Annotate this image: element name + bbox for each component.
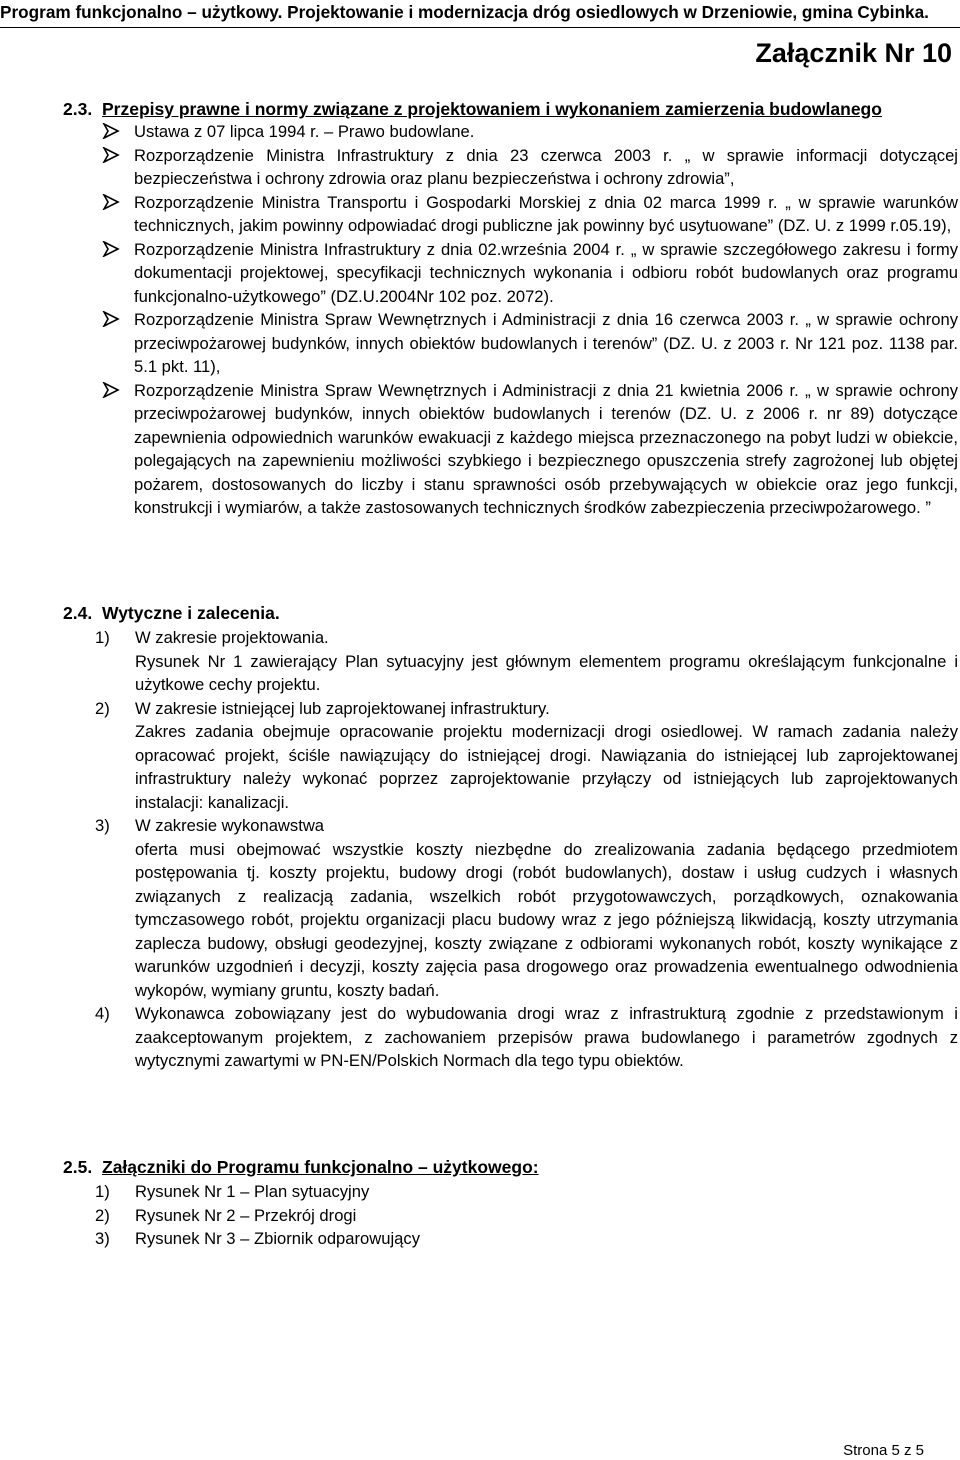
list-item-text: Rozporządzenie Ministra Spraw Wewnętrznych i Administracji z dnia 21 kwietnia 2006 r. „ w sprawie ochrony przeciwpożarowej budynków, innych obiektów budowlanych i terenów (DZ. U. z 2006 r. nr 89) dotyczące zapewnienia odpowiednich warunków ewakuacji z każdego miejsca przeznaczonego na pobyt ludzi w obiekcie, polegających na zapewnieniu możliwości szybkiego i bezpiecznego opuszczenia strefy zagrożonej lub objętej pożarem, dostosowanych do liczby i stanu sprawności osób przebywających w obiekcie oraz jego funkcji, konstrukcji i wymiarów, a także zastosowanych technicznych środków zabezpieczenia przeciwpożarowego. ” xyxy=(134,380,958,517)
list-item xyxy=(95,814,958,1002)
section-number: 2.4. xyxy=(63,603,93,623)
list-item-text: Rozporządzenie Ministra Infrastruktury z dnia 02.września 2004 r. „ w sprawie szczegółowego zakresu i formy dokumentacji projektowej, specyfikacji technicznych wykonania i odbioru robót budowlanych oraz programu funkcjonalno-użytkowego” (DZ.U.2004Nr 102 poz. 2072). xyxy=(134,239,958,306)
attachments-list xyxy=(95,1180,958,1251)
attachment-text: Rysunek Nr 1 – Plan sytuacyjny xyxy=(135,1182,370,1201)
item-number: 3) xyxy=(95,1229,110,1248)
section-number: 2.5. xyxy=(63,1157,93,1177)
list-item-text: Ustawa z 07 lipca 1994 r. – Prawo budowlane. xyxy=(134,122,475,141)
section-2-5-heading xyxy=(63,1156,539,1178)
item-body: Wykonawca zobowiązany jest do wybudowania drogi wraz z infrastrukturą zgodnie z przedstawionym i zaakceptowanym projektem, z zachowaniem przepisów prawa budowlanego i parametrów zgodnych z wytycznymi zawartymi w PN-EN/Polskich Normach dla tego typu obiektów. xyxy=(135,1004,958,1070)
item-heading: W zakresie istniejącej lub zaprojektowanej infrastruktury. xyxy=(135,698,550,718)
list-item-text: Rozporządzenie Ministra Infrastruktury z dnia 23 czerwca 2003 r. „ w sprawie informacji dotyczącej bezpieczeństwa i ochrony zdrowia oraz planu bezpieczeństwa i ochrony zdrowia”, xyxy=(134,145,958,188)
list-item xyxy=(95,1180,958,1204)
list-item xyxy=(102,144,958,191)
arrowhead-bullet-icon xyxy=(102,382,120,398)
section-number: 2.3. xyxy=(63,99,93,119)
section-title: Wytyczne i zalecenia. xyxy=(102,603,280,623)
item-number: 1) xyxy=(95,628,110,647)
arrowhead-bullet-icon xyxy=(102,147,120,163)
attachment-text: Rysunek Nr 3 – Zbiornik odparowujący xyxy=(135,1229,420,1248)
item-number: 4) xyxy=(95,1004,110,1023)
item-number: 3) xyxy=(95,816,110,835)
header-rule xyxy=(0,27,960,28)
item-heading: W zakresie projektowania. xyxy=(135,628,329,647)
list-item xyxy=(95,1002,958,1073)
page-number: Strona 5 z 5 xyxy=(843,1442,924,1459)
list-item xyxy=(102,238,958,309)
list-item xyxy=(102,379,958,520)
section-title: Załączniki do Programu funkcjonalno – użytkowego: xyxy=(102,1157,539,1177)
section-2-4-heading xyxy=(63,602,280,624)
item-body: Rysunek Nr 1 zawierający Plan sytuacyjny jest głównym elementem programu określającym funkcjonalne i użytkowe cechy projektu. xyxy=(135,651,958,694)
list-item xyxy=(95,697,958,815)
item-body: Zakres zadania obejmuje opracowanie projektu modernizacji drogi osiedlowej. W ramach zadania należy opracować projekt, ściśle nawiązujący do istniejącej drogi. Nawiązania do istniejącej lub zaprojektowanej infrastruktury należy wykonać poprzez zaprojektowanie przyłączy od istniejących lub zaprojektowanych instalacji: kanalizacji. xyxy=(135,722,958,812)
item-number: 2) xyxy=(95,698,110,718)
arrowhead-bullet-icon xyxy=(102,123,120,139)
legal-acts-list xyxy=(102,120,958,520)
item-heading: W zakresie wykonawstwa xyxy=(135,816,325,835)
list-item xyxy=(102,191,958,238)
page-header: Program funkcjonalno – użytkowy. Projektowanie i modernizacja dróg osiedlowych w Drzeniowie, gmina Cybinka. xyxy=(0,2,929,22)
list-item xyxy=(95,1227,958,1251)
item-body: oferta musi obejmować wszystkie koszty niezbędne do zrealizowania zadania będącego przedmiotem postępowania tj. koszty projektu, budowy drogi (robót budowlanych), dostaw i usług cudzych i własnych związanych z realizacją zadania, wszelkich robót przygotowawczych, porządkowych, oznakowania tymczasowego robót, projektu organizacji placu budowy wraz z jego późniejszą likwidacją, koszty utrzymania zaplecza budowy, obsługi geodezyjnej, koszty związane z odbiorami wykonanych robót, koszty wynikające z warunków uzgodnień i decyzji, koszty zajęcia pasa drogowego oraz prowadzenia ewentualnego odwodnienia wykopów, wymiany gruntu, koszty badań. xyxy=(135,839,958,1000)
list-item xyxy=(102,120,958,144)
list-item xyxy=(102,308,958,379)
list-item xyxy=(95,626,958,697)
attachment-text: Rysunek Nr 2 – Przekrój drogi xyxy=(135,1205,357,1225)
list-item-text: Rozporządzenie Ministra Transportu i Gospodarki Morskiej z dnia 02 marca 1999 r. „ w sprawie warunków technicznych, jakim powinny odpowiadać drogi publiczne jak powinny być usytuowane” (DZ. U. z 1999 r.05.19), xyxy=(134,192,958,235)
section-2-3-heading xyxy=(63,98,882,120)
list-item xyxy=(95,1204,958,1228)
item-number: 1) xyxy=(95,1182,110,1201)
arrowhead-bullet-icon xyxy=(102,311,120,327)
item-number: 2) xyxy=(95,1205,110,1225)
arrowhead-bullet-icon xyxy=(102,241,120,257)
list-item-text: Rozporządzenie Ministra Spraw Wewnętrznych i Administracji z dnia 16 czerwca 2003 r. „ w sprawie ochrony przeciwpożarowej budynków, innych obiektów budowlanych i terenów” (DZ. U. z 2003 r. Nr 121 poz. 1138 par. 5.1 pkt. 11), xyxy=(134,310,958,376)
guidelines-list xyxy=(95,626,958,1073)
section-title: Przepisy prawne i normy związane z projektowaniem i wykonaniem zamierzenia budowlanego xyxy=(102,99,882,119)
arrowhead-bullet-icon xyxy=(102,194,120,210)
annex-label: Załącznik Nr 10 xyxy=(755,38,952,68)
